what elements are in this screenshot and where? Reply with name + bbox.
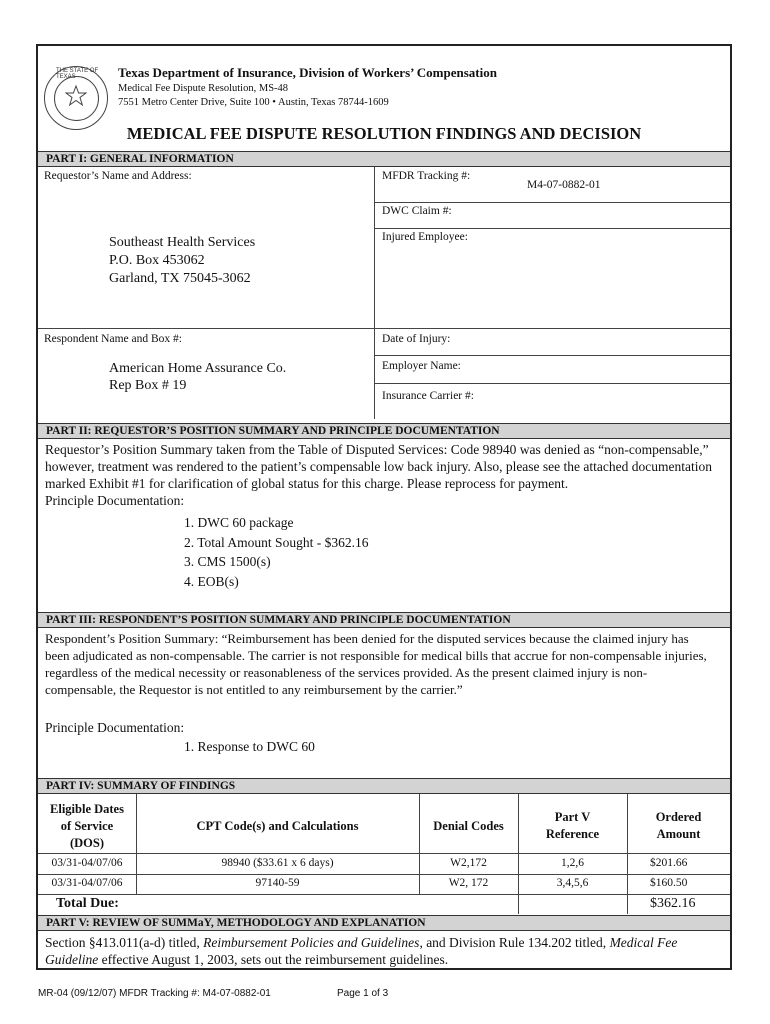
respondent-doc-label: Principle Documentation: [45,720,185,735]
mfdr-value: M4-07-0882-01 [527,179,601,191]
col-denial-header: Denial Codes [433,819,504,833]
respondent-summary [45,630,725,698]
part1-heading: PART I: GENERAL INFORMATION [38,151,730,167]
org-name: Texas Department of Insurance, Division of Workers’ Compensation [118,65,497,80]
requestor-addr2: Garland, TX 75045-3062 [109,271,251,286]
row2-ref: 3,4,5,6 [556,877,589,889]
part5-italic-run: Guideline [45,952,99,967]
part5-italic-run: Medical Fee [609,935,678,950]
respondent-label: Respondent Name and Box #: [44,333,182,345]
respondent-doc-item: 1. Response to DWC 60 [184,739,315,754]
respondent-summary-line: Respondent’s Position Summary: “Reimbursement has been denied for the disputed services because the claimed injury has [45,631,689,646]
part5-heading: PART V: REVIEW OF SUMMaY, METHODOLOGY AND EXPLANATION [38,915,730,931]
respondent-box: Rep Box # 19 [109,378,187,393]
respondent-summary-line: been adjudicated as non-compensable. The carrier is not responsible for medical bills that accrue for non-compensable injuries, [45,648,707,663]
total-due-value: $362.16 [650,896,696,911]
requestor-address [109,234,255,288]
doc-item: 3. CMS 1500(s) [184,554,271,569]
requestor-summary [45,441,712,509]
respondent-summary-line: compensable, the Requestor is not entitled to any reimbursement by the carrier.” [45,682,463,697]
col-amount-line: Ordered [655,810,702,824]
col-dos-line: (DOS) [69,836,105,850]
doc-item: 2. Total Amount Sought - $362.16 [184,534,369,550]
col-ref-line: Part V [554,810,591,824]
dwc-claim-label: DWC Claim #: [382,205,452,217]
part2-heading: PART II: REQUESTOR’S POSITION SUMMARY AND PRINCIPLE DOCUMENTATION [38,423,730,439]
col-ref-line: Reference [545,827,600,841]
requestor-summary-line: however, treatment was rendered to the patient’s compensable low back injury. Also, please see the attached documentation [45,459,712,474]
col-dos-line: Eligible Dates [50,802,124,816]
texas-seal-icon: THE STATE OF TEXAS [44,66,108,130]
date-of-injury-label: Date of Injury: [382,333,451,345]
col-amount-header [627,809,730,843]
requestor-addr1: P.O. Box 453062 [109,253,205,268]
col-cpt-header: CPT Code(s) and Calculations [196,819,359,833]
part5-text-run: , and Division Rule 134.202 titled, [419,935,610,950]
respondent-summary-line: regardless of the medical necessity or reasonableness of the services provided. As the present claimed injury is non- [45,665,648,680]
insurance-carrier-label: Insurance Carrier #: [382,390,474,402]
doc-item: 1. DWC 60 package [184,515,294,530]
requestor-doc-label: Principle Documentation: [45,493,185,508]
respondent-info [109,360,286,394]
part4-heading: PART IV: SUMMARY OF FINDINGS [38,778,730,794]
employer-name-label: Employer Name: [382,360,461,372]
row1-cpt: 98940 ($33.61 x 6 days) [221,857,334,869]
respondent-name: American Home Assurance Co. [109,361,287,376]
part5-text [45,934,725,968]
footer-page-number: Page 1 of 3 [337,988,389,999]
requestor-summary-line: marked Exhibit #1 for clarification of global status for this charge. Please reprocess for payment. [45,476,569,491]
requestor-name: Southeast Health Services [109,235,256,250]
page-title: MEDICAL FEE DISPUTE RESOLUTION FINDINGS AND DECISION [126,124,642,143]
injured-employee-label: Injured Employee: [382,231,468,243]
requestor-summary-line: Requestor’s Position Summary taken from the Table of Disputed Services: Code 98940 was denied as “non-compensable,” [45,442,709,457]
row2-dos: 03/31-04/07/06 [51,877,123,889]
requestor-label: Requestor’s Name and Address: [44,170,192,182]
requestor-doc-list [184,513,368,591]
total-due-label: Total Due: [56,896,119,911]
part5-italic-run: Reimbursement Policies and Guidelines [203,935,420,950]
row2-cpt: 97140-59 [255,877,300,889]
footer-form-id: MR-04 (09/12/07) MFDR Tracking #: M4-07-0882-01 [38,988,271,999]
col-amount-line: Amount [656,827,701,841]
org-line2: 7551 Metro Center Drive, Suite 100 • Austin, Texas 78744-1609 [118,97,389,108]
row2-amount: $160.50 [650,877,688,889]
mfdr-label: MFDR Tracking #: [382,170,471,182]
row2-denial: W2, 172 [448,877,489,889]
org-line1: Medical Fee Dispute Resolution, MS-48 [118,83,289,94]
row1-denial: W2,172 [450,857,487,869]
row1-dos: 03/31-04/07/06 [51,857,123,869]
col-dos-header [38,801,136,852]
row1-amount: $201.66 [650,857,688,869]
part5-text-run: Section §413.011(a-d) titled, [45,935,204,950]
part3-heading: PART III: RESPONDENT’S POSITION SUMMARY AND PRINCIPLE DOCUMENTATION [38,612,730,628]
doc-item: 4. EOB(s) [184,573,239,589]
col-ref-header [518,809,627,843]
row1-ref: 1,2,6 [561,857,584,869]
col-dos-line: of Service [60,819,114,833]
part5-text-run: effective August 1, 2003, sets out the reimbursement guidelines. [98,952,449,967]
